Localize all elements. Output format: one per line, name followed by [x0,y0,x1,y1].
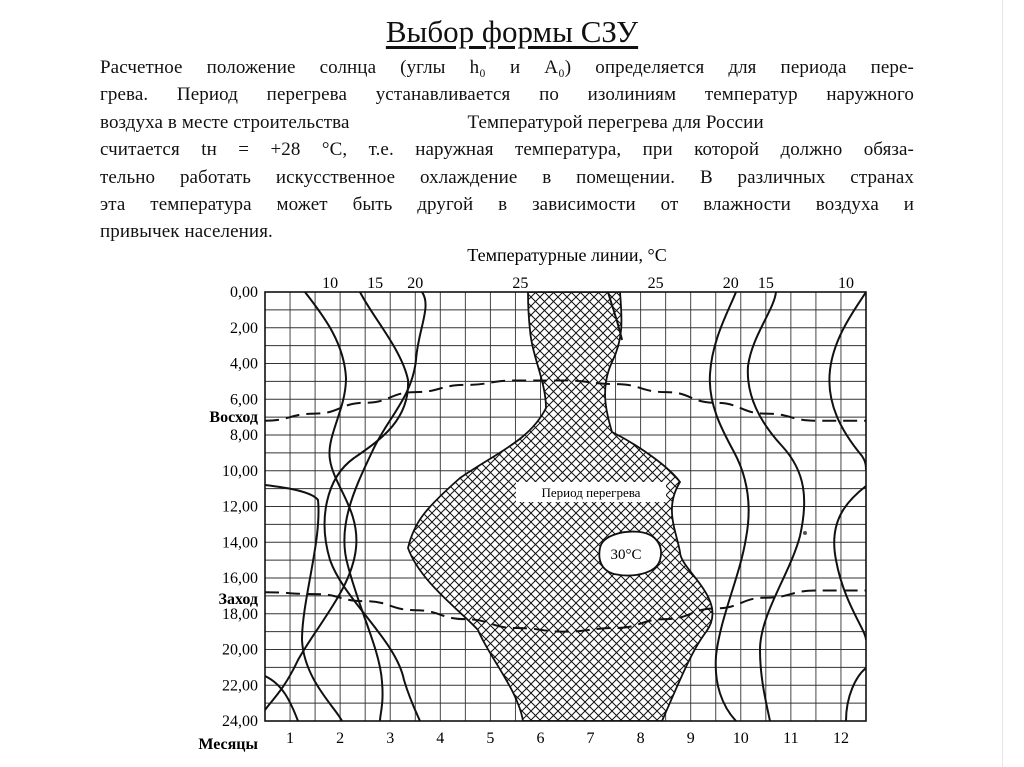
overheat-period-label: Период перегрева [541,485,641,500]
paragraph-line: эта температура может быть другой в зависимости от влажности воздуха и [100,193,914,215]
isoline [846,668,866,721]
x-tick-label: 9 [686,730,695,747]
isoline-value-label: 20 [722,275,739,292]
y-tick-label: 22,00 [222,677,258,695]
x-tick-label: 11 [783,730,799,747]
y-tick-label: 18,00 [222,605,258,623]
paragraph-line: тельно работать искусственное охлаждение в помещении. В различных странах [100,166,914,188]
y-tick-label: 16,00 [222,570,258,587]
isoline-value-label: 25 [512,275,529,292]
y-tick-label: 2,00 [230,319,258,337]
x-tick-label: 7 [586,730,595,747]
isoline-value-label: 25 [647,275,664,292]
y-tick-label: 10,00 [222,462,258,480]
isoline [834,486,866,640]
x-tick-label: 12 [832,730,849,747]
isoline [265,676,298,721]
x-tick-label: 1 [286,730,295,747]
x-tick-label: 5 [486,730,495,747]
isoline-value-label: 15 [757,275,774,292]
isoline-value-label: 10 [837,275,854,292]
chart-title: Температурные линии, °С [467,245,667,265]
slide-title: Выбор формы СЗУ [385,14,639,49]
paragraph-line: грева. Период перегрева устанавливается по изолиниям температур наружного [100,84,914,106]
x-tick-label: 6 [536,730,545,747]
isoline-value-labels [322,275,854,292]
isoline [265,292,356,710]
x-axis-label: Месяцы [198,736,258,753]
sunset-label: Заход [218,591,258,608]
sunrise-label: Восход [209,409,258,426]
y-tick-label: 12,00 [222,498,258,516]
isoline-value-label: 10 [322,275,339,292]
x-tick-label: 10 [732,730,749,747]
paragraph-line-part: воздуха в месте строительства [100,111,350,133]
overheat-period-area [408,292,713,721]
isoline-value-label: 20 [407,275,424,292]
x-tick-label: 3 [386,730,395,747]
y-tick-label: 0,00 [230,284,258,301]
max-temperature-label: 30°С [610,547,642,563]
x-tick-label: 2 [336,730,345,747]
paragraph-line: считается tн = +28 °С, т.е. наружная температура, при которой должно обяза- [100,139,914,161]
overheat-region [408,292,713,721]
y-tick-label: 6,00 [230,391,258,409]
paragraph-line-part: Температурой перегрева для России [467,111,764,133]
y-tick-labels [222,284,258,730]
x-tick-label: 8 [636,730,645,747]
y-tick-label: 20,00 [222,641,258,659]
y-tick-label: 4,00 [230,355,258,373]
x-tick-label: 4 [436,730,445,747]
isoline-value-label: 15 [367,275,384,292]
paragraph-line: привычек населения. [100,221,273,243]
x-tick-labels [286,730,849,747]
y-tick-label: 14,00 [222,534,258,552]
paragraph-line: Расчетное положение солнца (углы h₀ и A₀) определяется для периода пере- [100,57,914,78]
y-tick-label: 24,00 [222,713,258,730]
y-tick-label: 8,00 [230,427,258,444]
